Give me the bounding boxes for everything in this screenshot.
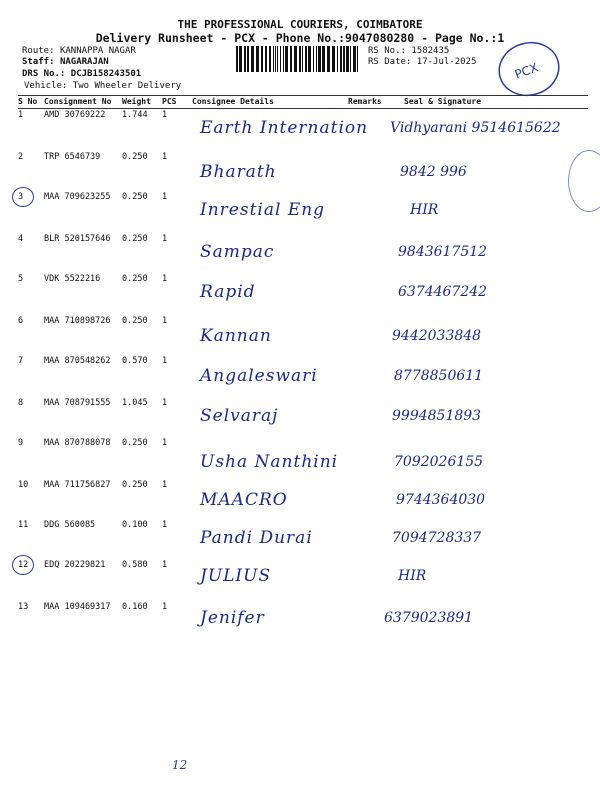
row-weight: 0.100 bbox=[122, 520, 148, 530]
row-consignment: EDQ 20229821 bbox=[44, 560, 106, 570]
row-weight: 0.250 bbox=[122, 192, 148, 202]
row-sno: 11 bbox=[18, 520, 29, 530]
consignee-handwritten: Usha Nanthini bbox=[200, 452, 339, 472]
row-consignment: BLR 520157646 bbox=[44, 234, 111, 244]
barcode bbox=[236, 46, 362, 72]
signature-handwritten: 6379023891 bbox=[384, 610, 474, 626]
rs-no-value: 1582435 bbox=[411, 46, 450, 56]
signature-handwritten: 9842 996 bbox=[400, 164, 467, 180]
staff-line bbox=[22, 57, 109, 68]
row-pcs: 1 bbox=[162, 152, 168, 162]
row-consignment: MAA 711756827 bbox=[44, 480, 111, 490]
row-weight: 0.250 bbox=[122, 152, 148, 162]
col-seal: Seal & Signature bbox=[404, 97, 482, 106]
row-pcs: 1 bbox=[162, 398, 168, 408]
signature-handwritten: 9744364030 bbox=[396, 492, 486, 508]
vehicle-label: Vehicle: bbox=[24, 81, 68, 91]
route-value: KANNAPPA NAGAR bbox=[59, 46, 136, 56]
row-number-circle bbox=[12, 555, 34, 575]
row-number-circle bbox=[12, 187, 34, 207]
signature-handwritten: 6374467242 bbox=[398, 284, 488, 300]
col-weight: Weight bbox=[122, 97, 151, 106]
row-pcs: 1 bbox=[162, 234, 168, 244]
consignee-handwritten: Earth Internation bbox=[200, 118, 369, 138]
rs-no-label: RS No.: bbox=[368, 46, 406, 56]
consignee-handwritten: Inrestial Eng bbox=[200, 200, 326, 220]
row-sno: 1 bbox=[18, 110, 24, 120]
drs-line bbox=[22, 69, 141, 80]
row-sno: 9 bbox=[18, 438, 24, 448]
vehicle-value: Two Wheeler Delivery bbox=[72, 81, 182, 91]
consignee-handwritten: JULIUS bbox=[200, 566, 272, 586]
row-weight: 1.045 bbox=[122, 398, 148, 408]
consignee-handwritten: Bharath bbox=[200, 162, 277, 182]
row-sno: 6 bbox=[18, 316, 24, 326]
row-sno: 13 bbox=[18, 602, 29, 612]
row-sno: 2 bbox=[18, 152, 24, 162]
row-consignment: MAA 870548262 bbox=[44, 356, 111, 366]
row-consignment: MAA 709623255 bbox=[44, 192, 111, 202]
col-pcs: PCS bbox=[162, 97, 177, 106]
signature-handwritten: 8778850611 bbox=[394, 368, 484, 384]
rs-date-label: RS Date: bbox=[368, 57, 412, 67]
col-consignee: Consignee Details bbox=[192, 97, 274, 106]
drs-value: DCJB158243501 bbox=[70, 69, 142, 79]
col-sno: S No bbox=[18, 97, 38, 106]
row-weight: 0.250 bbox=[122, 316, 148, 326]
row-sno: 10 bbox=[18, 480, 29, 490]
company-title: THE PROFESSIONAL COURIERS, COIMBATORE bbox=[177, 18, 423, 31]
consignee-handwritten: Pandi Durai bbox=[200, 528, 313, 548]
row-sno: 12 bbox=[18, 560, 29, 570]
row-consignment: AMD 30769222 bbox=[44, 110, 106, 120]
signature-handwritten: HIR bbox=[398, 568, 427, 584]
rs-no-line bbox=[368, 46, 449, 57]
row-weight: 0.250 bbox=[122, 438, 148, 448]
signature-handwritten: Vidhyarani 9514615622 bbox=[390, 120, 561, 136]
row-pcs: 1 bbox=[162, 316, 168, 326]
runsheet-subtitle: Delivery Runsheet - PCX - Phone No.:9047080280 - Page No.:1 bbox=[95, 31, 505, 45]
row-consignment: TRP 6546739 bbox=[44, 152, 101, 162]
row-consignment: MAA 870788078 bbox=[44, 438, 111, 448]
row-pcs: 1 bbox=[162, 274, 168, 284]
row-pcs: 1 bbox=[162, 480, 168, 490]
signature-handwritten: 9442033848 bbox=[392, 328, 482, 344]
row-consignment: MAA 708791555 bbox=[44, 398, 111, 408]
margin-note: 12 bbox=[172, 758, 188, 772]
row-consignment: MAA 109469317 bbox=[44, 602, 111, 612]
row-weight: 1.744 bbox=[122, 110, 148, 120]
route-label: Route: bbox=[22, 46, 55, 56]
col-remarks: Remarks bbox=[348, 97, 382, 106]
row-weight: 0.250 bbox=[122, 274, 148, 284]
consignee-handwritten: MAACRO bbox=[200, 490, 288, 510]
row-weight: 0.250 bbox=[122, 480, 148, 490]
route-line bbox=[22, 46, 136, 57]
stamp-label: PCX bbox=[512, 60, 541, 82]
staff-value: NAGARAJAN bbox=[59, 57, 109, 67]
row-consignment: DDG 560085 bbox=[44, 520, 96, 530]
seal-stamp-mark bbox=[568, 150, 600, 212]
signature-handwritten: 9843617512 bbox=[398, 244, 488, 260]
row-pcs: 1 bbox=[162, 438, 168, 448]
row-sno: 3 bbox=[18, 192, 24, 202]
row-sno: 7 bbox=[18, 356, 24, 366]
pcx-stamp bbox=[494, 34, 564, 104]
row-consignment: MAA 710898726 bbox=[44, 316, 111, 326]
row-sno: 8 bbox=[18, 398, 24, 408]
consignee-handwritten: Angaleswari bbox=[200, 366, 318, 386]
consignee-handwritten: Selvaraj bbox=[200, 406, 279, 426]
signature-handwritten: HIR bbox=[410, 202, 439, 218]
signature-handwritten: 7092026155 bbox=[394, 454, 484, 470]
consignee-handwritten: Sampac bbox=[200, 242, 275, 262]
row-pcs: 1 bbox=[162, 110, 168, 120]
row-pcs: 1 bbox=[162, 520, 168, 530]
vehicle-line bbox=[24, 81, 181, 92]
consignee-handwritten: Kannan bbox=[200, 326, 272, 346]
row-weight: 0.250 bbox=[122, 234, 148, 244]
consignee-handwritten: Rapid bbox=[200, 282, 256, 302]
rs-date-value: 17-Jul-2025 bbox=[416, 57, 477, 67]
drs-label: DRS No.: bbox=[22, 69, 66, 79]
signature-handwritten: 7094728337 bbox=[392, 530, 482, 546]
row-sno: 4 bbox=[18, 234, 24, 244]
row-weight: 0.160 bbox=[122, 602, 148, 612]
row-sno: 5 bbox=[18, 274, 24, 284]
row-pcs: 1 bbox=[162, 602, 168, 612]
staff-label: Staff: bbox=[22, 57, 55, 67]
row-weight: 0.580 bbox=[122, 560, 148, 570]
consignee-handwritten: Jenifer bbox=[200, 608, 265, 628]
signature-handwritten: 9994851893 bbox=[392, 408, 482, 424]
row-consignment: VDK 5522216 bbox=[44, 274, 101, 284]
rs-date-line bbox=[368, 57, 476, 68]
column-header bbox=[18, 95, 588, 109]
row-pcs: 1 bbox=[162, 356, 168, 366]
row-weight: 0.570 bbox=[122, 356, 148, 366]
col-consignment: Consignment No bbox=[44, 97, 112, 106]
row-pcs: 1 bbox=[162, 560, 168, 570]
row-pcs: 1 bbox=[162, 192, 168, 202]
